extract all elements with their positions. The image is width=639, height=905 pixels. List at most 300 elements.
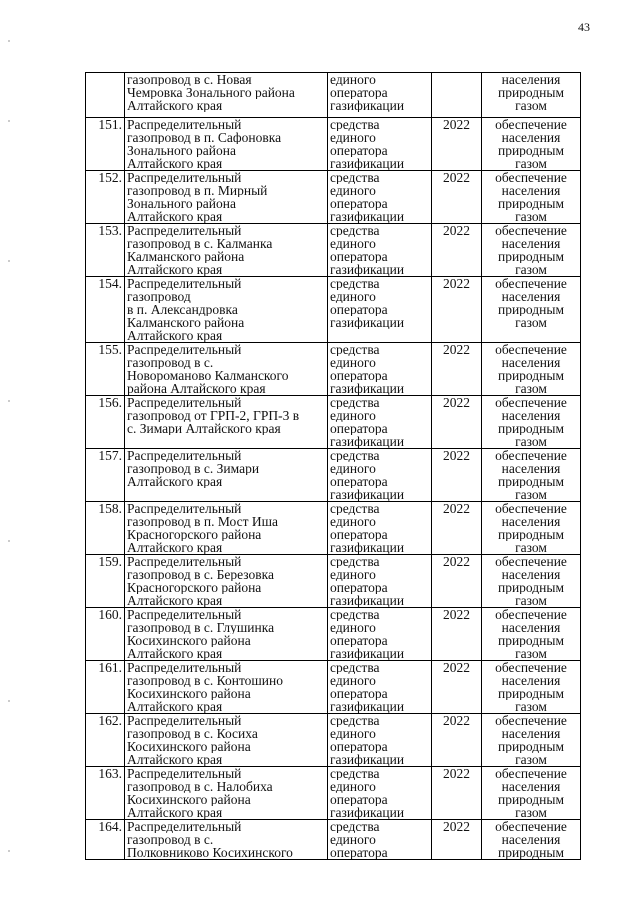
purpose-line: населения — [501, 290, 561, 303]
purpose-line: природным — [497, 793, 565, 806]
purpose-line: природным — [497, 581, 565, 594]
funding-source-line: оператора — [330, 250, 388, 263]
object-name-line: Алтайского края — [127, 99, 223, 112]
object-name-line: Распределительный — [127, 343, 242, 356]
year-cell — [432, 608, 482, 661]
object-name-line: Косихинского района — [127, 740, 251, 753]
funding-source-line: газификации — [330, 541, 405, 554]
object-name-line: Распределительный — [127, 224, 242, 237]
year-cell — [432, 555, 482, 608]
funding-source-line: средства — [330, 820, 380, 833]
funding-source-cell — [328, 555, 432, 608]
row-number-cell — [86, 277, 125, 343]
purpose-cell — [482, 714, 581, 767]
row-number: 157. — [98, 448, 122, 463]
object-name-line: газопровод в п. Мирный — [127, 184, 268, 197]
purpose-line: населения — [501, 621, 561, 634]
object-name-line: газопровод в с. Березовка — [127, 568, 275, 581]
year-cell — [432, 661, 482, 714]
object-name-cell — [125, 343, 328, 396]
margin-mark — [8, 40, 10, 42]
row-number-cell — [86, 502, 125, 555]
purpose-line: обеспечение — [495, 661, 567, 674]
purpose-line: газом — [515, 806, 547, 819]
object-name-line: Распределительный — [127, 767, 242, 780]
object-name-cell — [125, 224, 328, 277]
object-name-line: Распределительный — [127, 502, 242, 515]
funding-source-line: газификации — [330, 435, 405, 448]
funding-source-cell — [328, 73, 432, 118]
year: 2022 — [443, 766, 470, 781]
purpose-cell — [482, 449, 581, 502]
object-name-line: газопровод в с. Зимари — [127, 462, 260, 475]
object-name-line: района Алтайского края — [127, 382, 266, 395]
row-number-cell — [86, 608, 125, 661]
table-row — [86, 502, 581, 555]
purpose-line: населения — [501, 184, 561, 197]
funding-source-line: газификации — [330, 806, 405, 819]
object-name-line: Калманского района — [127, 250, 245, 263]
purpose-cell — [482, 767, 581, 820]
funding-source-line: оператора — [330, 634, 388, 647]
year-cell — [432, 277, 482, 343]
purpose-line: населения — [501, 462, 561, 475]
table-row — [86, 277, 581, 343]
object-name-line: Алтайского края — [127, 210, 223, 223]
purpose-line: населения — [501, 568, 561, 581]
object-name-line: Распределительный — [127, 277, 242, 290]
purpose-line: газом — [515, 263, 547, 276]
object-name-line: Распределительный — [127, 555, 242, 568]
row-number: 151. — [98, 117, 122, 132]
year: 2022 — [443, 117, 470, 132]
purpose-line: обеспечение — [495, 118, 567, 131]
row-number-cell — [86, 661, 125, 714]
table-row — [86, 661, 581, 714]
object-name-line: Распределительный — [127, 396, 242, 409]
purpose-line: газом — [515, 157, 547, 170]
purpose-cell — [482, 555, 581, 608]
year: 2022 — [443, 170, 470, 185]
table-row — [86, 73, 581, 118]
funding-source-line: единого — [330, 356, 376, 369]
funding-source-line: газификации — [330, 382, 405, 395]
table-row — [86, 555, 581, 608]
purpose-line: населения — [501, 237, 561, 250]
year-cell — [432, 820, 482, 860]
funding-source-line: единого — [330, 409, 376, 422]
row-number-cell — [86, 118, 125, 171]
purpose-line: газом — [515, 541, 547, 554]
row-number: 160. — [98, 607, 122, 622]
funding-source-line: оператора — [330, 846, 388, 859]
funding-source-cell — [328, 608, 432, 661]
object-name-cell — [125, 449, 328, 502]
object-name-line: газопровод в с. Глушинка — [127, 621, 275, 634]
purpose-line: природным — [497, 740, 565, 753]
purpose-line: природным — [497, 528, 565, 541]
object-name-line: газопровод от ГРП-2, ГРП-3 в — [127, 409, 300, 422]
funding-source-line: газификации — [330, 210, 405, 223]
object-name-cell — [125, 118, 328, 171]
row-number-cell — [86, 820, 125, 860]
purpose-line: населения — [501, 833, 561, 846]
row-number: 154. — [98, 276, 122, 291]
funding-source-cell — [328, 118, 432, 171]
row-number: 163. — [98, 766, 122, 781]
purpose-line: обеспечение — [495, 171, 567, 184]
year: 2022 — [443, 660, 470, 675]
funding-source-line: оператора — [330, 740, 388, 753]
funding-source-line: газификации — [330, 594, 405, 607]
object-name-line: газопровод в с. Налобиха — [127, 780, 273, 793]
object-name-line: газопровод в с. Косиха — [127, 727, 258, 740]
funding-source-line: газификации — [330, 99, 405, 112]
year: 2022 — [443, 819, 470, 834]
object-name-line: газопровод в с. Контошино — [127, 674, 284, 687]
object-name-line: Распределительный — [127, 449, 242, 462]
funding-source-line: газификации — [330, 753, 405, 766]
funding-source-line: средства — [330, 277, 380, 290]
object-name-line: Чемровка Зонального района — [127, 86, 295, 99]
funding-source-line: средства — [330, 661, 380, 674]
purpose-line: обеспечение — [495, 396, 567, 409]
purpose-line: газом — [515, 647, 547, 660]
table-row — [86, 608, 581, 661]
funding-source-line: единого — [330, 621, 376, 634]
purpose-line: природным — [497, 846, 565, 859]
object-name-line: Полковниково Косихинского — [127, 846, 293, 859]
funding-source-line: газификации — [330, 157, 405, 170]
year: 2022 — [443, 501, 470, 516]
object-name-line: в п. Александровка — [127, 303, 238, 316]
object-name-line: Алтайского края — [127, 157, 223, 170]
object-name-line: Алтайского края — [127, 647, 223, 660]
purpose-line: населения — [501, 674, 561, 687]
funding-source-cell — [328, 277, 432, 343]
row-number: 153. — [98, 223, 122, 238]
purpose-line: обеспечение — [495, 714, 567, 727]
purpose-line: газом — [515, 594, 547, 607]
object-name-line: Распределительный — [127, 714, 242, 727]
funding-source-line: оператора — [330, 422, 388, 435]
object-name-line: Алтайского края — [127, 475, 223, 488]
object-name-line: газопровод в с. — [127, 833, 214, 846]
object-name-line: газопровод в с. Новая — [127, 73, 252, 86]
year: 2022 — [443, 276, 470, 291]
year: 2022 — [443, 448, 470, 463]
funding-source-line: газификации — [330, 647, 405, 660]
object-name-cell — [125, 820, 328, 860]
purpose-line: газом — [515, 382, 547, 395]
object-name-line: Распределительный — [127, 661, 242, 674]
funding-source-cell — [328, 820, 432, 860]
funding-source-cell — [328, 714, 432, 767]
purpose-line: населения — [501, 356, 561, 369]
purpose-line: обеспечение — [495, 820, 567, 833]
funding-source-line: единого — [330, 184, 376, 197]
object-name-line: Распределительный — [127, 608, 242, 621]
object-name-cell — [125, 396, 328, 449]
object-name-line: Косихинского района — [127, 634, 251, 647]
funding-source-line: оператора — [330, 475, 388, 488]
funding-source-line: оператора — [330, 687, 388, 700]
funding-source-line: единого — [330, 131, 376, 144]
year-cell — [432, 224, 482, 277]
object-name-line: Калманского района — [127, 316, 245, 329]
funding-source-line: средства — [330, 608, 380, 621]
purpose-line: газом — [515, 488, 547, 501]
funding-source-line: газификации — [330, 700, 405, 713]
year-cell — [432, 449, 482, 502]
funding-source-cell — [328, 224, 432, 277]
table-row — [86, 396, 581, 449]
purpose-line: газом — [515, 316, 547, 329]
purpose-cell — [482, 73, 581, 118]
purpose-line: газом — [515, 700, 547, 713]
row-number: 152. — [98, 170, 122, 185]
funding-source-cell — [328, 449, 432, 502]
purpose-line: природным — [497, 144, 565, 157]
funding-source-line: газификации — [330, 488, 405, 501]
object-name-line: Алтайского края — [127, 700, 223, 713]
year: 2022 — [443, 607, 470, 622]
row-number: 155. — [98, 342, 122, 357]
purpose-line: обеспечение — [495, 343, 567, 356]
year-cell — [432, 118, 482, 171]
funding-source-line: средства — [330, 343, 380, 356]
table-body — [86, 73, 581, 860]
purpose-line: природным — [497, 197, 565, 210]
object-name-cell — [125, 502, 328, 555]
purpose-line: населения — [501, 409, 561, 422]
purpose-line: населения — [501, 780, 561, 793]
purpose-line: природным — [497, 687, 565, 700]
object-name-line: с. Зимари Алтайского края — [127, 422, 281, 435]
object-name-line: Алтайского края — [127, 594, 223, 607]
purpose-line: населения — [501, 131, 561, 144]
object-name-line: Алтайского края — [127, 753, 223, 766]
funding-source-line: средства — [330, 396, 380, 409]
purpose-cell — [482, 224, 581, 277]
page-number: 43 — [578, 20, 590, 34]
row-number-cell — [86, 714, 125, 767]
funding-source-line: средства — [330, 118, 380, 131]
funding-source-line: единого — [330, 237, 376, 250]
funding-source-line: средства — [330, 767, 380, 780]
purpose-line: природным — [497, 303, 565, 316]
margin-mark — [8, 120, 10, 122]
purpose-cell — [482, 608, 581, 661]
funding-source-line: единого — [330, 833, 376, 846]
object-name-line: Алтайского края — [127, 806, 223, 819]
object-name-line: Зонального района — [127, 144, 236, 157]
funding-source-cell — [328, 767, 432, 820]
row-number: 162. — [98, 713, 122, 728]
object-name-cell — [125, 277, 328, 343]
row-number: 159. — [98, 554, 122, 569]
table-row — [86, 820, 581, 860]
object-name-line: Алтайского края — [127, 329, 223, 342]
purpose-line: природным — [497, 86, 565, 99]
funding-source-line: газификации — [330, 263, 405, 276]
row-number-cell — [86, 171, 125, 224]
object-name-line: Распределительный — [127, 820, 242, 833]
object-name-cell — [125, 608, 328, 661]
funding-source-line: единого — [330, 462, 376, 475]
table-row — [86, 449, 581, 502]
purpose-line: газом — [515, 753, 547, 766]
purpose-line: природным — [497, 422, 565, 435]
year-cell — [432, 73, 482, 118]
funding-source-line: единого — [330, 515, 376, 528]
object-name-line: Косихинского района — [127, 793, 251, 806]
purpose-line: газом — [515, 99, 547, 112]
purpose-cell — [482, 502, 581, 555]
object-name-cell — [125, 714, 328, 767]
funding-source-line: оператора — [330, 303, 388, 316]
table-row — [86, 118, 581, 171]
gas-pipeline-table — [85, 72, 581, 860]
margin-mark — [8, 400, 10, 402]
object-name-line: Распределительный — [127, 118, 242, 131]
funding-source-line: средства — [330, 555, 380, 568]
purpose-cell — [482, 118, 581, 171]
year-cell — [432, 714, 482, 767]
row-number-cell — [86, 224, 125, 277]
margin-mark — [8, 850, 10, 852]
funding-source-line: оператора — [330, 369, 388, 382]
purpose-line: населения — [501, 727, 561, 740]
year: 2022 — [443, 223, 470, 238]
year: 2022 — [443, 554, 470, 569]
funding-source-cell — [328, 502, 432, 555]
object-name-line: газопровод в с. Калманка — [127, 237, 273, 250]
object-name-line: газопровод в п. Сафоновка — [127, 131, 282, 144]
object-name-cell — [125, 73, 328, 118]
purpose-cell — [482, 277, 581, 343]
margin-mark — [8, 700, 10, 702]
object-name-line: Алтайского края — [127, 263, 223, 276]
funding-source-cell — [328, 171, 432, 224]
object-name-line: Зонального района — [127, 197, 236, 210]
purpose-line: обеспечение — [495, 277, 567, 290]
object-name-line: Косихинского района — [127, 687, 251, 700]
purpose-line: обеспечение — [495, 449, 567, 462]
object-name-line: газопровод в с. — [127, 356, 214, 369]
purpose-line: природным — [497, 634, 565, 647]
table-row — [86, 171, 581, 224]
funding-source-line: оператора — [330, 144, 388, 157]
year: 2022 — [443, 713, 470, 728]
purpose-line: природным — [497, 250, 565, 263]
table-row — [86, 767, 581, 820]
funding-source-line: средства — [330, 502, 380, 515]
object-name-line: Красногорского района — [127, 528, 262, 541]
purpose-line: обеспечение — [495, 224, 567, 237]
funding-source-line: средства — [330, 714, 380, 727]
funding-source-line: единого — [330, 568, 376, 581]
funding-source-line: оператора — [330, 86, 388, 99]
margin-mark — [8, 540, 10, 542]
funding-source-line: оператора — [330, 581, 388, 594]
purpose-line: населения — [501, 515, 561, 528]
purpose-line: газом — [515, 435, 547, 448]
row-number: 164. — [98, 819, 122, 834]
row-number-cell — [86, 449, 125, 502]
funding-source-line: средства — [330, 171, 380, 184]
object-name-cell — [125, 767, 328, 820]
table-row — [86, 224, 581, 277]
funding-source-cell — [328, 343, 432, 396]
purpose-line: населения — [501, 73, 561, 86]
purpose-line: природным — [497, 475, 565, 488]
margin-mark — [8, 260, 10, 262]
object-name-line: Распределительный — [127, 171, 242, 184]
row-number-cell — [86, 73, 125, 118]
row-number: 156. — [98, 395, 122, 410]
table-row — [86, 714, 581, 767]
purpose-cell — [482, 343, 581, 396]
object-name-line: газопровод — [127, 290, 191, 303]
row-number-cell — [86, 396, 125, 449]
object-name-line: Алтайского края — [127, 541, 223, 554]
funding-source-cell — [328, 661, 432, 714]
funding-source-line: средства — [330, 224, 380, 237]
purpose-line: обеспечение — [495, 767, 567, 780]
row-number: 161. — [98, 660, 122, 675]
year: 2022 — [443, 395, 470, 410]
year-cell — [432, 502, 482, 555]
purpose-line: обеспечение — [495, 502, 567, 515]
table-row — [86, 343, 581, 396]
purpose-cell — [482, 171, 581, 224]
object-name-line: газопровод в п. Мост Иша — [127, 515, 279, 528]
purpose-line: обеспечение — [495, 555, 567, 568]
purpose-cell — [482, 396, 581, 449]
purpose-line: обеспечение — [495, 608, 567, 621]
funding-source-line: оператора — [330, 793, 388, 806]
funding-source-line: единого — [330, 73, 376, 86]
year-cell — [432, 396, 482, 449]
year-cell — [432, 171, 482, 224]
year-cell — [432, 767, 482, 820]
row-number-cell — [86, 767, 125, 820]
object-name-line: Новороманово Калманского — [127, 369, 289, 382]
purpose-line: газом — [515, 210, 547, 223]
object-name-cell — [125, 171, 328, 224]
year: 2022 — [443, 342, 470, 357]
funding-source-line: единого — [330, 727, 376, 740]
funding-source-line: единого — [330, 290, 376, 303]
funding-source-line: оператора — [330, 528, 388, 541]
purpose-cell — [482, 820, 581, 860]
funding-source-line: газификации — [330, 316, 405, 329]
year-cell — [432, 343, 482, 396]
row-number: 158. — [98, 501, 122, 516]
row-number-cell — [86, 555, 125, 608]
funding-source-line: единого — [330, 674, 376, 687]
purpose-line: природным — [497, 369, 565, 382]
funding-source-line: оператора — [330, 197, 388, 210]
funding-source-cell — [328, 396, 432, 449]
funding-source-line: единого — [330, 780, 376, 793]
purpose-cell — [482, 661, 581, 714]
object-name-cell — [125, 555, 328, 608]
row-number-cell — [86, 343, 125, 396]
funding-source-line: средства — [330, 449, 380, 462]
object-name-cell — [125, 661, 328, 714]
